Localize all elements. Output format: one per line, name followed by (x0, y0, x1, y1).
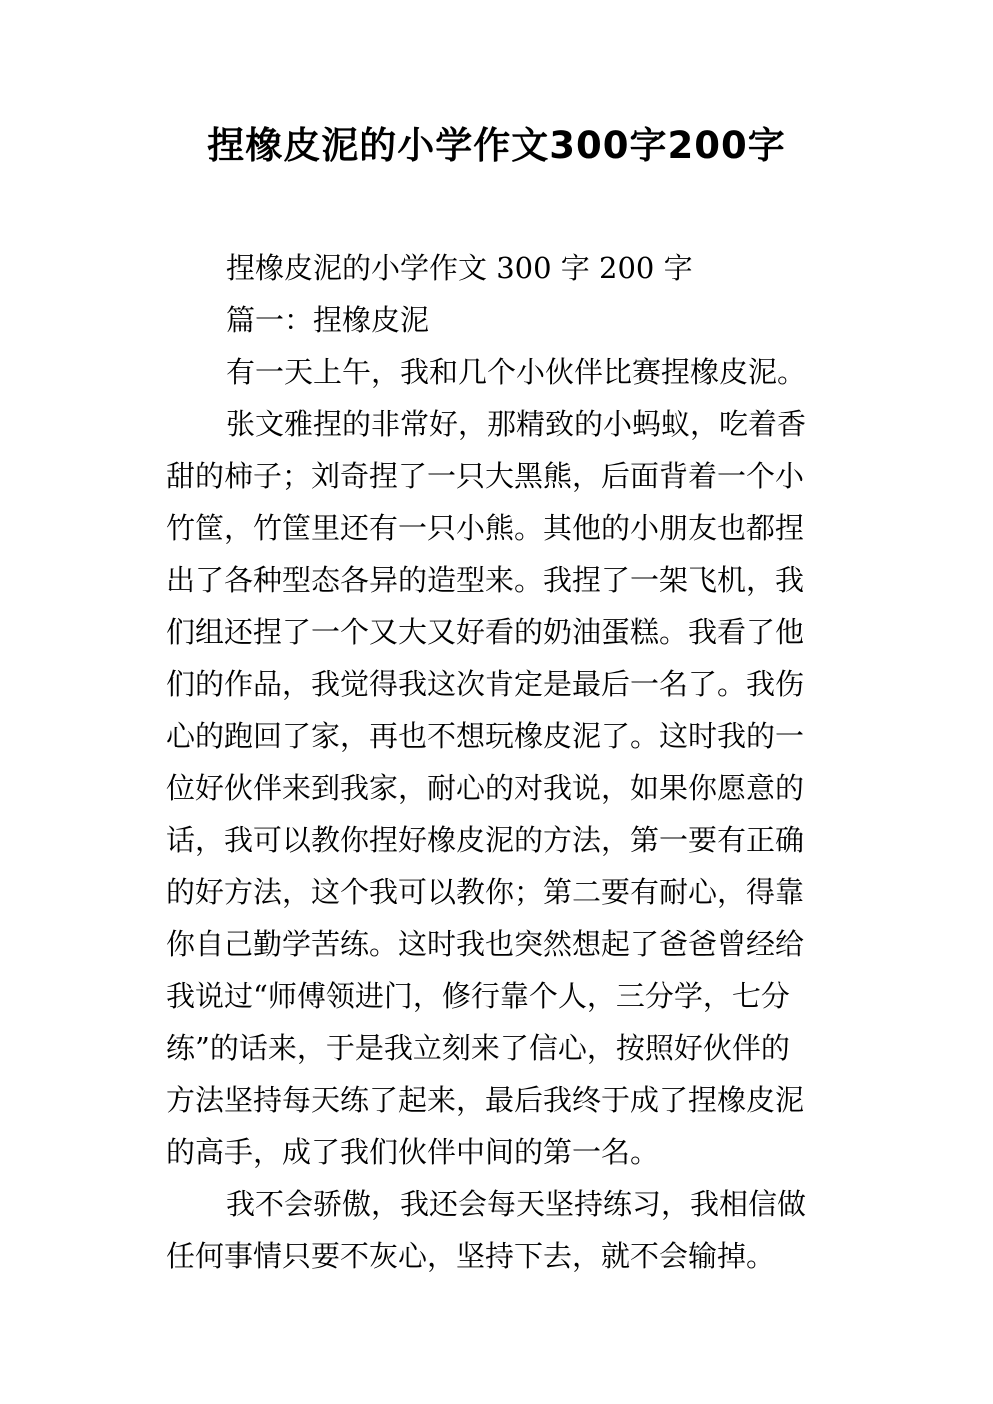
paragraph-line: 话，我可以教你捏好橡皮泥的方法，第一要有正确 (166, 823, 805, 857)
paragraph-line: 练”的话来，于是我立刻来了信心，按照好伙伴的 (166, 1031, 790, 1065)
paragraph-line: 出了各种型态各异的造型来。我捏了一架飞机，我 (166, 563, 805, 597)
paragraph-2 (166, 398, 828, 1178)
paragraph-line: 你自己勤学苦练。这时我也突然想起了爸爸曾经给 (166, 927, 805, 961)
paragraph-line: 竹筐，竹筐里还有一只小熊。其他的小朋友也都捏 (166, 511, 805, 545)
paragraph-line: 任何事情只要不灰心，坚持下去，就不会输掉。 (166, 1239, 776, 1273)
subtitle-line: 捏橡皮泥的小学作文 300 字 200 字 (226, 251, 693, 285)
paragraph-line: 们的作品，我觉得我这次肯定是最后一名了。我伤 (166, 667, 805, 701)
paragraph-line: 甜的柿子；刘奇捏了一只大黑熊，后面背着一个小 (166, 459, 805, 493)
document-body (166, 242, 828, 1282)
paragraph-line: 心的跑回了家，再也不想玩橡皮泥了。这时我的一 (166, 719, 805, 753)
section-heading: 篇一：捏橡皮泥 (226, 303, 430, 337)
paragraph-line: 方法坚持每天练了起来，最后我终于成了捏橡皮泥 (166, 1083, 805, 1117)
paragraph-line: 的高手，成了我们伙伴中间的第一名。 (166, 1135, 660, 1169)
paragraph-line: 们组还捏了一个又大又好看的奶油蛋糕。我看了他 (166, 615, 805, 649)
paragraph-line: 有一天上午，我和几个小伙伴比赛捏橡皮泥。 (226, 355, 807, 389)
paragraph-line: 我不会骄傲，我还会每天坚持练习，我相信做 (226, 1187, 807, 1221)
paragraph-line: 张文雅捏的非常好，那精致的小蚂蚁，吃着香 (226, 407, 807, 441)
page-title: 捏橡皮泥的小学作文300字200字 (207, 124, 786, 167)
paragraph-1 (166, 346, 828, 398)
paragraph-line: 的好方法，这个我可以教你；第二要有耐心，得靠 (166, 875, 805, 909)
paragraph-3 (166, 1178, 828, 1282)
paragraph-line: 位好伙伴来到我家，耐心的对我说，如果你愿意的 (166, 771, 805, 805)
paragraph-line: 我说过“师傅领进门，修行靠个人，三分学，七分 (166, 979, 790, 1013)
